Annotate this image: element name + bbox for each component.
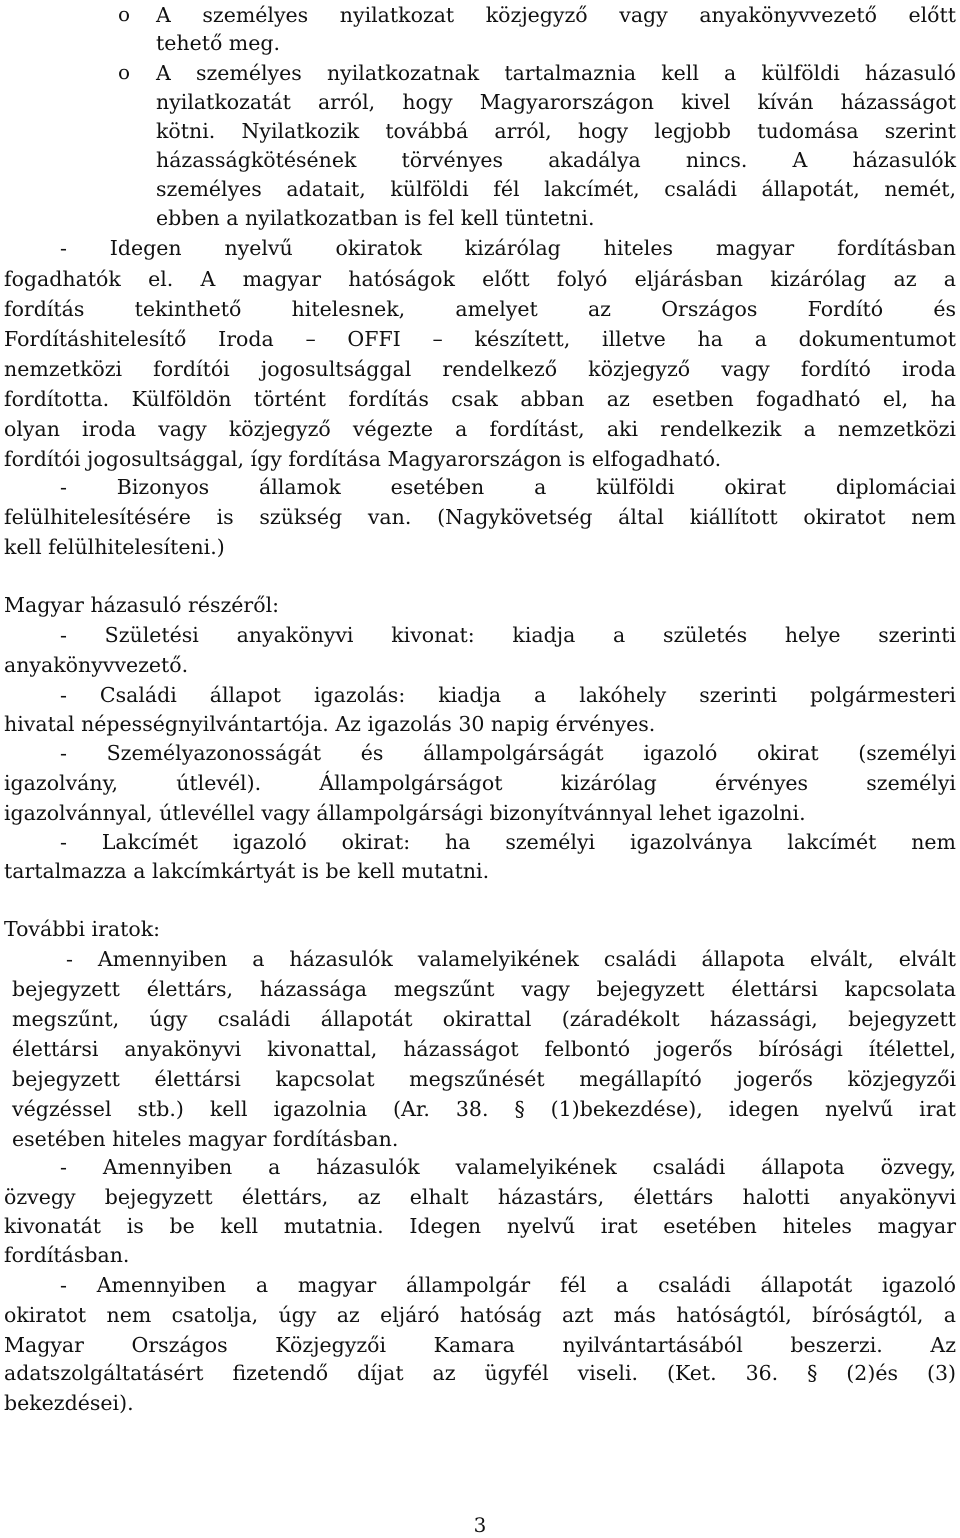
tovabbi-item-1-line-6: végzéssel stb.) kell igazolnia (Ar. 38. § (1)bekezdése), idegen nyelvű irat	[12, 1097, 956, 1121]
bullet-1-line-2: tehető meg.	[156, 31, 281, 55]
magyar-heading: Magyar házasuló részéről:	[4, 593, 280, 617]
magyar-item-3-line-3: igazolvánnyal, útlevéllel vagy állampolgársági bizonyítvánnyal lehet igazolni.	[4, 801, 806, 825]
bullet-2-line-5: személyes adatait, külföldi fél lakcímét, családi állapotát, nemét,	[156, 177, 956, 201]
idegen-line-3: fordítás tekinthető hitelesnek, amelyet az Országos Fordító és	[4, 297, 956, 321]
tovabbi-item-1-line-3: megszűnt, úgy családi állapotát okirattal (záradékolt házassági, bejegyzett	[12, 1007, 956, 1031]
idegen-line-5: nemzetközi fordítói jogosultsággal rendelkező közjegyző vagy fordító iroda	[4, 357, 956, 381]
bullet-marker: o	[118, 2, 131, 26]
tovabbi-item-3-line-5: bekezdései).	[4, 1391, 134, 1415]
tovabbi-heading: További iratok:	[4, 917, 161, 941]
tovabbi-item-2-line-2: özvegy bejegyzett élettárs, az elhalt házastárs, élettárs halotti anyakönyvi	[4, 1185, 956, 1209]
magyar-item-3-line-1: - Személyazonosságát és állampolgárságát igazoló okirat (személyi	[60, 741, 956, 765]
magyar-item-1-line-1: - Születési anyakönyvi kivonat: kiadja a születés helye szerinti	[60, 623, 956, 647]
bizonyos-line-1: - Bizonyos államok esetében a külföldi okirat diplomáciai	[60, 475, 956, 499]
bullet-marker: o	[118, 60, 131, 84]
tovabbi-item-3-line-4: adatszolgáltatásért fizetendő díjat az ügyfél viseli. (Ket. 36. § (2)és (3)	[4, 1361, 956, 1385]
idegen-line-6: fordította. Külföldön történt fordítás csak abban az esetben fogadható el, ha	[4, 387, 956, 411]
idegen-line-4: Fordításhitelesítő Iroda – OFFI – készített, illetve ha a dokumentumot	[4, 327, 956, 351]
page-number: 3	[473, 1513, 487, 1537]
idegen-line-8: fordítói jogosultsággal, így fordítása Magyarországon is elfogadható.	[4, 447, 722, 471]
magyar-item-4-line-1: - Lakcímét igazoló okirat: ha személyi igazolványa lakcímét nem	[60, 830, 956, 854]
tovabbi-item-3-line-3: Magyar Országos Közjegyzői Kamara nyilvántartásából beszerzi. Az	[4, 1333, 956, 1357]
idegen-line-7: olyan iroda vagy közjegyző végezte a fordítást, aki rendelkezik a nemzetközi	[4, 417, 956, 441]
tovabbi-item-1-line-5: bejegyzett élettársi kapcsolat megszűnését megállapító jogerős közjegyzői	[12, 1067, 956, 1091]
idegen-line-1: - Idegen nyelvű okiratok kizárólag hiteles magyar fordításban	[60, 236, 956, 260]
tovabbi-item-1-line-2: bejegyzett élettárs, házassága megszűnt vagy bejegyzett élettársi kapcsolata	[12, 977, 956, 1001]
bullet-2-line-4: házasságkötésének törvényes akadálya nincs. A házasulók	[156, 148, 956, 172]
bullet-2-line-3: kötni. Nyilatkozik továbbá arról, hogy legjobb tudomása szerint	[156, 119, 956, 143]
magyar-item-4-line-2: tartalmazza a lakcímkártyát is be kell mutatni.	[4, 859, 490, 883]
bullet-2-line-1: A személyes nyilatkozatnak tartalmaznia kell a külföldi házasuló	[156, 61, 956, 85]
bizonyos-line-2: felülhitelesítésére is szükség van. (Nagykövetség által kiállított okiratot nem	[4, 505, 956, 529]
tovabbi-item-3-line-1: - Amennyiben a magyar állampolgár fél a családi állapotát igazoló	[60, 1273, 956, 1297]
tovabbi-item-2-line-3: kivonatát is be kell mutatnia. Idegen nyelvű irat esetében hiteles magyar	[4, 1214, 956, 1238]
bullet-2-line-2: nyilatkozatát arról, hogy Magyarországon kivel kíván házasságot	[156, 90, 956, 114]
magyar-item-2-line-2: hivatal népességnyilvántartója. Az igazolás 30 napig érvényes.	[4, 712, 656, 736]
tovabbi-item-1-line-1: - Amennyiben a házasulók valamelyikének családi állapota elvált, elvált	[66, 947, 956, 971]
tovabbi-item-2-line-1: - Amennyiben a házasulók valamelyikének családi állapota özvegy,	[60, 1155, 956, 1179]
magyar-item-1-line-2: anyakönyvvezető.	[4, 653, 189, 677]
magyar-item-2-line-1: - Családi állapot igazolás: kiadja a lakóhely szerinti polgármesteri	[60, 683, 956, 707]
bullet-1-line-1: A személyes nyilatkozat közjegyző vagy anyakönyvvezető előtt	[156, 3, 956, 27]
tovabbi-item-1-line-4: élettársi anyakönyvi kivonattal, házasságot felbontó jogerős bírósági ítélettel,	[12, 1037, 956, 1061]
tovabbi-item-1-line-7: esetében hiteles magyar fordításban.	[12, 1127, 399, 1151]
idegen-line-2: fogadhatók el. A magyar hatóságok előtt folyó eljárásban kizárólag az a	[4, 267, 956, 291]
magyar-item-3-line-2: igazolvány, útlevél). Állampolgárságot kizárólag érvényes személyi	[4, 771, 956, 795]
bullet-2-line-6: ebben a nyilatkozatban is fel kell tüntetni.	[156, 206, 595, 230]
bizonyos-line-3: kell felülhitelesíteni.)	[4, 535, 225, 559]
tovabbi-item-2-line-4: fordításban.	[4, 1243, 130, 1267]
tovabbi-item-3-line-2: okiratot nem csatolja, úgy az eljáró hatóság azt más hatóságtól, bíróságtól, a	[4, 1303, 956, 1327]
